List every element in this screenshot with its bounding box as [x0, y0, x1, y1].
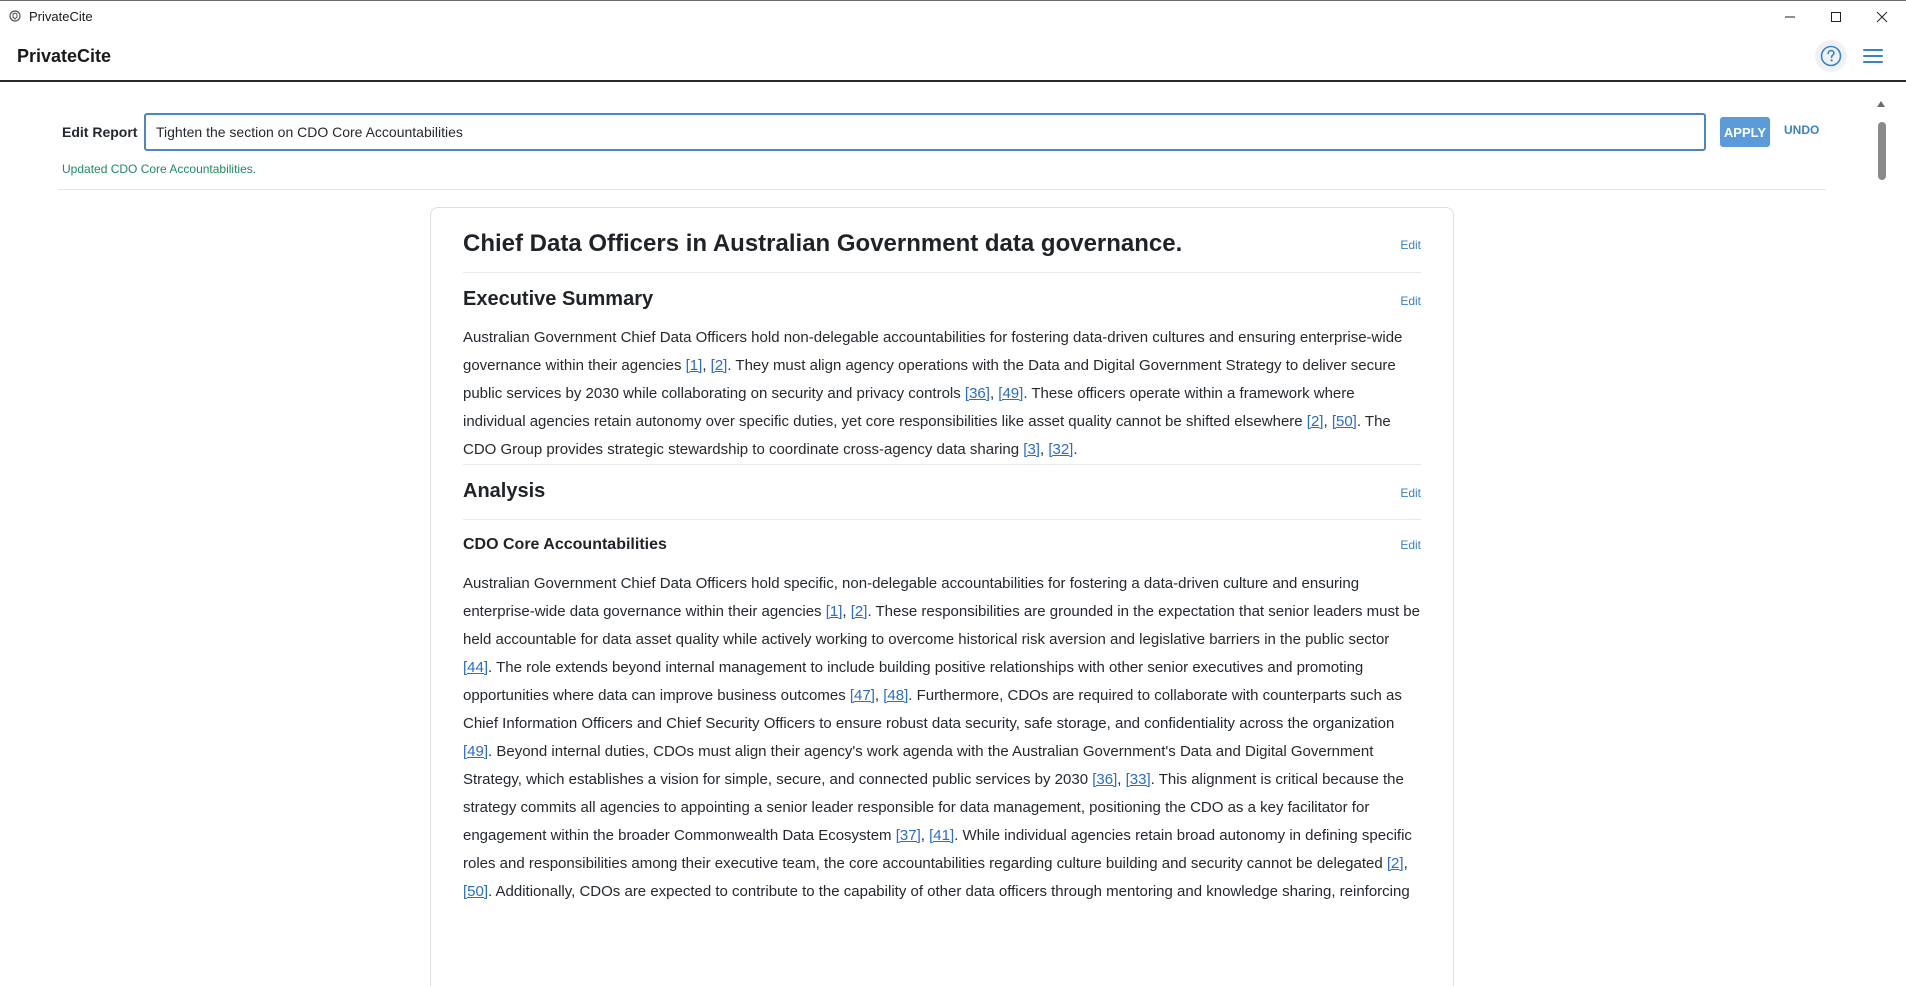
paragraph-text: . These officers operate within a framework where individual agencies retain autonomy over specific duties, yet core responsibilities like asset quality cannot be shifted elsewhere	[463, 385, 1355, 430]
citation-link[interactable]: [3]	[1023, 441, 1040, 458]
hamburger-menu-icon	[1863, 48, 1883, 64]
citation-link[interactable]: [49]	[998, 385, 1024, 402]
citation-link[interactable]: [47]	[849, 687, 875, 704]
status-message: Updated CDO Core Accountabilities.	[62, 162, 257, 176]
apply-button[interactable]: APPLY	[1720, 117, 1770, 147]
citation-link[interactable]: [2]	[710, 357, 728, 374]
citation-link[interactable]: [48]	[883, 687, 909, 704]
analysis-header	[463, 480, 1421, 508]
citation-link[interactable]: [32]	[1048, 441, 1074, 458]
paragraph-text: . Furthermore, CDOs are required to collaborate with counterparts such as Chief Information Officers and Chief Security Officers to ensure robust data security, safe storage, and confidentiality across the organization	[463, 687, 1402, 732]
app-logo-icon	[9, 10, 21, 22]
paragraph-text: ,	[1403, 855, 1408, 872]
vertical-scrollbar[interactable]	[1866, 84, 1906, 986]
executive-summary-header	[463, 288, 1421, 316]
paragraph-text: ,	[1323, 413, 1332, 430]
divider	[463, 519, 1421, 520]
divider	[463, 272, 1421, 273]
citation-link[interactable]: [49]	[463, 743, 489, 760]
cdo-core-heading: CDO Core Accountabilities	[463, 536, 667, 553]
paragraph-text: . Beyond internal duties, CDOs must align their agency's work agenda with the Australian Government's Data and Digital Government Strategy, which establishes a vision for simple, secure, and connected public services by 2030	[463, 743, 1374, 788]
paragraph-text: . Additionally, CDOs are expected to contribute to the capability of other data officers through mentoring and knowledge sharing, reinforcing	[488, 883, 1410, 900]
edit-executive-summary-link[interactable]: Edit	[1400, 294, 1421, 308]
paragraph-text: ,	[702, 357, 711, 374]
paragraph-text: Australian Government Chief Data Officers hold specific, non-delegable accountabilities for fostering a data-driven culture and ensuring enterprise-wide data governance within their agencies	[463, 575, 1360, 620]
report-title: Chief Data Officers in Australian Government data governance.	[463, 230, 1183, 257]
executive-summary-text	[463, 324, 1421, 464]
citation-link[interactable]: [1]	[825, 603, 843, 620]
scroll-up-arrow-icon[interactable]	[1876, 100, 1886, 108]
edit-analysis-link[interactable]: Edit	[1400, 486, 1421, 500]
citation-link[interactable]: [2]	[1386, 855, 1404, 872]
window-title: PrivateCite	[29, 9, 93, 24]
close-icon	[1876, 11, 1888, 23]
edit-report-bar	[62, 113, 1822, 151]
edit-instruction-input[interactable]	[144, 113, 1706, 151]
paragraph-text: ,	[874, 687, 884, 704]
maximize-button[interactable]	[1813, 1, 1859, 32]
maximize-icon	[1830, 11, 1842, 23]
paragraph-text: . These responsibilities are grounded in the expectation that senior leaders must be held accountable for data asset quality while actively working to overcome historical risk aversion and legislative barriers in the public sector	[463, 603, 1420, 648]
cdo-core-header	[463, 536, 1421, 558]
citation-link[interactable]: [1]	[685, 357, 703, 374]
undo-button[interactable]: UNDO	[1784, 123, 1820, 137]
citation-link[interactable]: [37]	[895, 827, 921, 844]
citation-link[interactable]: [2]	[850, 603, 868, 620]
citation-link[interactable]: [36]	[1092, 771, 1118, 788]
paragraph-text: ,	[989, 385, 999, 402]
edit-title-link[interactable]: Edit	[1400, 238, 1421, 252]
analysis-heading: Analysis	[463, 480, 546, 502]
edit-cdo-core-link[interactable]: Edit	[1400, 538, 1421, 552]
help-button[interactable]	[1815, 40, 1847, 72]
citation-link[interactable]: [2]	[1306, 413, 1324, 430]
paragraph-text: .	[1073, 441, 1078, 458]
scrollbar-thumb[interactable]	[1878, 122, 1886, 180]
cdo-core-text	[463, 570, 1421, 906]
paragraph-text: Australian Government Chief Data Officers hold non-delegable accountabilities for fostering data-driven cultures and ensuring enterprise-wide governance within their agencies	[463, 329, 1403, 374]
main-menu-button[interactable]	[1860, 43, 1886, 69]
paragraph-text: ,	[920, 827, 930, 844]
app-title: PrivateCite	[17, 46, 112, 66]
citation-link[interactable]: [50]	[463, 883, 489, 900]
minimize-icon	[1784, 11, 1796, 23]
report-title-section	[463, 230, 1421, 260]
window-titlebar	[0, 0, 1906, 31]
citation-link[interactable]: [41]	[929, 827, 955, 844]
citation-link[interactable]: [50]	[1331, 413, 1357, 430]
edit-report-label: Edit Report	[62, 124, 138, 140]
paragraph-text: ,	[1039, 441, 1049, 458]
paragraph-text: ,	[1117, 771, 1126, 788]
minimize-button[interactable]	[1767, 1, 1813, 32]
paragraph-text: . This alignment is critical because the strategy commits all agencies to appointing a senior leader responsible for data management, positioning the CDO as a key facilitator for engagement within the broader Commonwealth Data Ecosystem	[463, 771, 1404, 844]
citation-link[interactable]: [36]	[964, 385, 990, 402]
divider	[58, 189, 1826, 190]
paragraph-text: . While individual agencies retain broad autonomy in defining specific roles and responsibilities among their executive team, the core accountabilities regarding culture building and security cannot be delegated	[463, 827, 1412, 872]
paragraph-text: . The CDO Group provides strategic stewardship to coordinate cross-agency data sharing	[463, 413, 1391, 458]
paragraph-text: ,	[842, 603, 851, 620]
report-card	[430, 207, 1454, 986]
help-circle-icon	[1820, 45, 1842, 67]
citation-link[interactable]: [33]	[1125, 771, 1151, 788]
close-button[interactable]	[1859, 1, 1905, 32]
paragraph-text: . They must align agency operations with the Data and Digital Government Strategy to deliver secure public services by 2030 while collaborating on security and privacy controls	[463, 357, 1396, 402]
main-content[interactable]	[0, 84, 1866, 986]
executive-summary-heading: Executive Summary	[463, 288, 654, 310]
app-header	[0, 31, 1906, 82]
divider	[463, 464, 1421, 465]
citation-link[interactable]: [44]	[463, 659, 489, 676]
paragraph-text: . The role extends beyond internal management to include building positive relationships with other senior executives and promoting opportunities where data can improve business outcomes	[463, 659, 1364, 704]
